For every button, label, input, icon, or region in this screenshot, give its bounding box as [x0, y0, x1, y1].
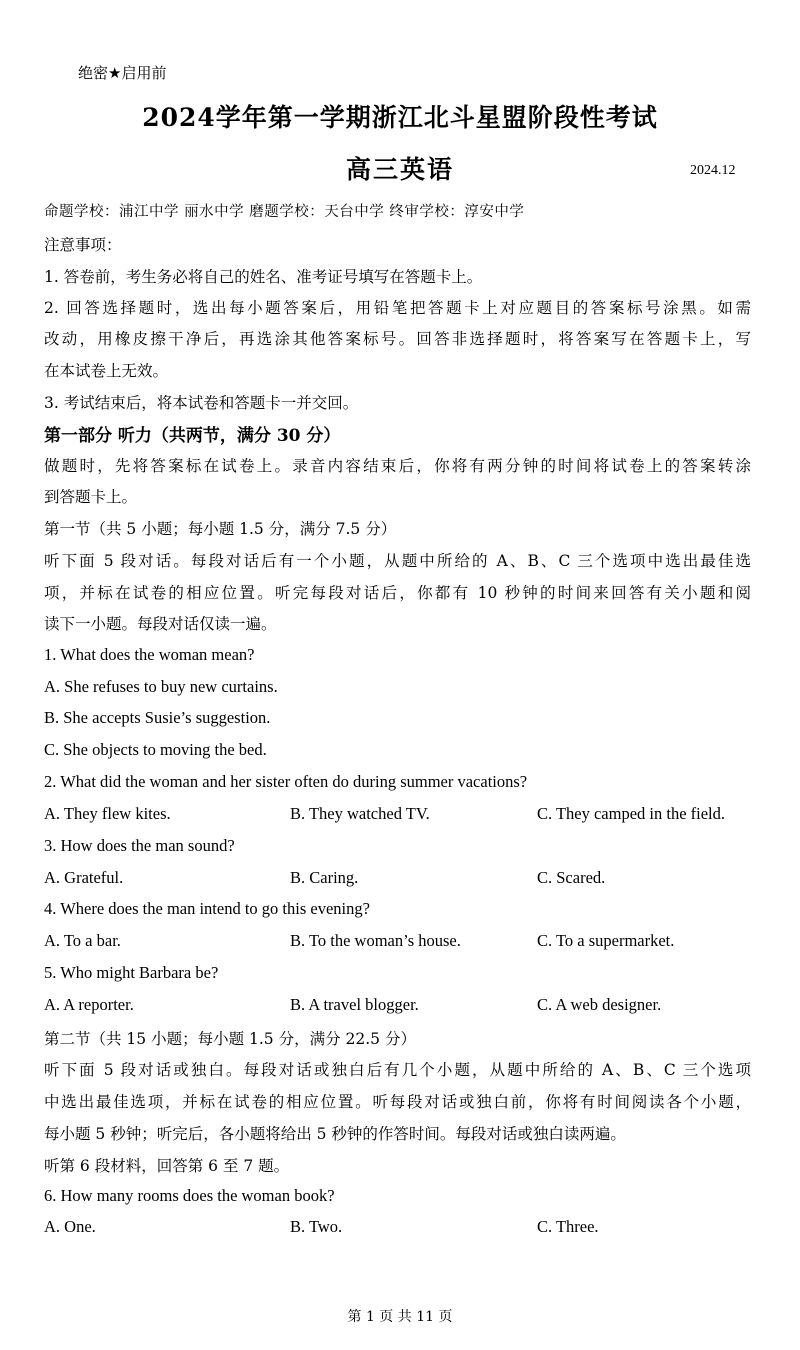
section2-instr-line-3: 每小题 5 秒钟；听完后，各小题将给出 5 秒钟的作答时间。每段对话或独白读两遍。: [44, 1125, 626, 1143]
exam-date: 2024.12: [690, 163, 736, 178]
notes-item-3: 3. 考试结束后，将本试卷和答题卡一并交回。: [44, 394, 359, 412]
notes-heading: 注意事项：: [44, 236, 122, 254]
q5-stem: 5. Who might Barbara be?: [44, 963, 219, 982]
q2-option-b: B. They watched TV.: [290, 804, 430, 823]
section1-instr-line-3: 读下一小题。每段对话仅读一遍。: [44, 615, 277, 633]
schools-line: 命题学校：浦江中学 丽水中学 磨题学校：天台中学 终审学校：淳安中学: [44, 204, 525, 220]
q6-option-c: C. Three.: [537, 1217, 599, 1236]
q1-option-a: A. She refuses to buy new curtains.: [44, 677, 278, 696]
q2-option-a: A. They flew kites.: [44, 804, 171, 823]
q4-stem: 4. Where does the man intend to go this evening?: [44, 899, 370, 918]
notes-item-1: 1. 答卷前，考生务必将自己的姓名、准考证号填写在答题卡上。: [44, 268, 483, 286]
material-6-instruction: 听第 6 段材料，回答第 6 至 7 题。: [44, 1157, 290, 1175]
q3-option-a: A. Grateful.: [44, 868, 124, 887]
q3-stem: 3. How does the man sound?: [44, 836, 235, 855]
section1-instr-line-1: 听下面 5 段对话。每段对话后有一个小题，从题中所给的 A、B、C 三个选项中选出最佳选: [44, 552, 751, 570]
q4-option-c: C. To a supermarket.: [537, 931, 675, 950]
q1-option-c: C. She objects to moving the bed.: [44, 740, 267, 759]
exam-title: 2024学年第一学期浙江北斗星盟阶段性考试: [142, 103, 658, 132]
q4-option-a: A. To a bar.: [44, 931, 121, 950]
q6-stem: 6. How many rooms does the woman book?: [44, 1186, 335, 1205]
secret-label: 绝密★启用前: [78, 64, 167, 82]
q2-stem: 2. What did the woman and her sister often do during summer vacations?: [44, 772, 528, 791]
part1-intro-line-1: 做题时，先将答案标在试卷上。录音内容结束后，你将有两分钟的时间将试卷上的答案转涂: [44, 457, 751, 475]
q1-option-b: B. She accepts Susie’s suggestion.: [44, 708, 271, 727]
q3-option-c: C. Scared.: [537, 868, 606, 887]
q4-option-b: B. To the woman’s house.: [290, 931, 461, 950]
q5-option-b: B. A travel blogger.: [290, 995, 419, 1014]
section1-instr-line-2: 项，并标在试卷的相应位置。听完每段对话后，你都有 10 秒钟的时间来回答有关小题和阅: [44, 584, 751, 602]
notes-item-2-line-1: 2. 回答选择题时，选出每小题答案后，用铅笔把答题卡上对应题目的答案标号涂黑。如需: [44, 299, 751, 317]
q2-option-c: C. They camped in the field.: [537, 804, 726, 823]
q6-option-b: B. Two.: [290, 1217, 343, 1236]
page-number: 第 1 页 共 11 页: [347, 1309, 453, 1325]
section2-instr-line-1: 听下面 5 段对话或独白。每段对话或独白后有几个小题，从题中所给的 A、B、C 三个选项: [44, 1061, 751, 1079]
q5-option-c: C. A web designer.: [537, 995, 662, 1014]
notes-item-2-line-3: 在本试卷上无效。: [44, 362, 169, 380]
section2-heading: 第二节（共 15 小题；每小题 1.5 分，满分 22.5 分）: [44, 1030, 416, 1048]
part1-heading: 第一部分 听力（共两节，满分 30 分）: [44, 426, 341, 446]
section1-heading: 第一节（共 5 小题；每小题 1.5 分，满分 7.5 分）: [44, 520, 397, 538]
exam-subtitle: 高三英语: [345, 155, 454, 184]
part1-intro-line-2: 到答题卡上。: [44, 488, 138, 506]
notes-item-2-line-2: 改动，用橡皮擦干净后，再选涂其他答案标号。回答非选择题时，将答案写在答题卡上，写: [44, 330, 751, 348]
section2-instr-line-2: 中选出最佳选项，并标在试卷的相应位置。听每段对话或独白前，你将有时间阅读各个小题，: [44, 1093, 751, 1111]
q1-stem: 1. What does the woman mean?: [44, 645, 255, 664]
q5-option-a: A. A reporter.: [44, 995, 134, 1014]
q6-option-a: A. One.: [44, 1217, 96, 1236]
q3-option-b: B. Caring.: [290, 868, 359, 887]
